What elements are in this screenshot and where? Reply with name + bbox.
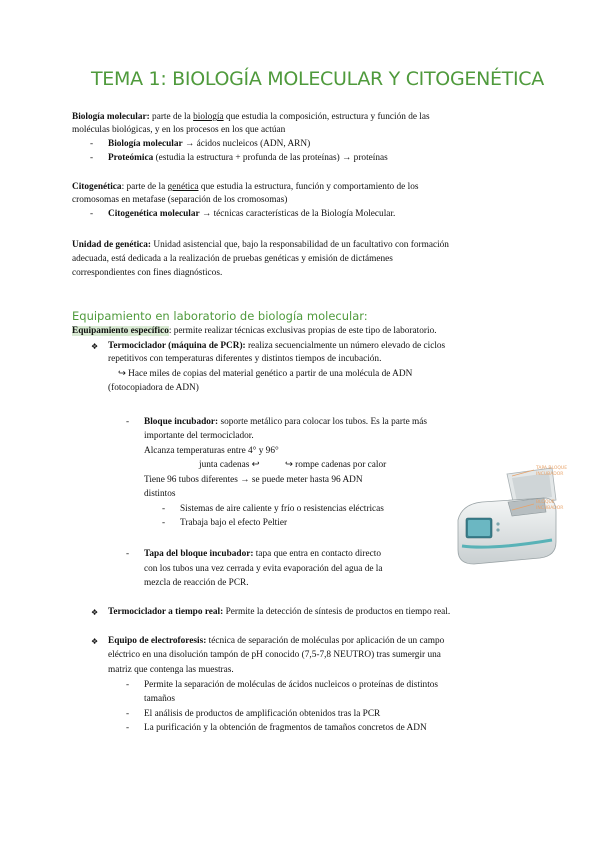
bloque-line3: Alcanza temperaturas entre 4° y 96°	[144, 446, 279, 456]
photo-label-tapa: TAPA BLOQUE INCUBADOR	[536, 466, 568, 477]
genetica-link: genética	[167, 182, 199, 192]
bloque-line2: importante del termociclador.	[144, 431, 254, 441]
tapa-item: - Tapa del bloque incubador: tapa que entra en contacto directo	[126, 549, 381, 559]
termociclador-arrow-line2: (fotocopiadora de ADN)	[108, 383, 199, 393]
bloque-line4a: junta cadenas ↩	[199, 460, 260, 470]
bloque-line5: Tiene 96 tubos diferentes → se puede meter hasta 96 ADN	[144, 475, 363, 485]
equip-term: Equipamiento específico	[72, 326, 169, 336]
bloque-line4b: ↪ rompe cadenas por calor	[285, 460, 387, 470]
cito-definition-line2: cromosomas en metafase (separación de los cromosomas)	[72, 195, 288, 205]
electroforesis-line3: matriz que contenga las muestras.	[108, 665, 234, 675]
biomol-definition-line2: moléculas biológicas, y en los procesos en los que actúan	[72, 125, 286, 135]
equip-definition: Equipamiento específico: permite realizar técnicas exclusivas propias de este tipo de laboratorio.	[72, 326, 437, 336]
diamond-bullet-icon: ❖	[91, 637, 99, 646]
biomol-definition: Biología molecular: parte de la biología que estudia la composición, estructura y función de las	[72, 112, 430, 122]
unidad-term: Unidad de genética:	[72, 240, 152, 250]
list-item: - El análisis de productos de amplificación obtenidos tras la PCR	[126, 709, 381, 719]
tapa-line2: con los tubos una vez cerrada y evita evaporación del agua de la	[144, 564, 383, 574]
page-title: TEMA 1: BIOLOGÍA MOLECULAR Y CITOGENÉTICA	[91, 68, 544, 90]
tiempo-real-item: ❖ Termociclador a tiempo real: Permite la detección de síntesis de productos en tiempo real.	[91, 607, 451, 617]
electroforesis-item: ❖ Equipo de electroforesis: técnica de separación de moléculas por aplicación de un campo	[91, 636, 445, 646]
bloque-line6: distintos	[144, 489, 176, 499]
list-item: - Permite la separación de moléculas de ácidos nucleicos o proteínas de distintos	[126, 680, 439, 690]
photo-label-bloque: BLOQUE INCUBADOR	[536, 500, 564, 511]
termociclador-item: ❖ Termociclador (máquina de PCR): realiza secuencialmente un número elevado de ciclos	[91, 341, 446, 351]
list-item: - Biología molecular → ácidos nucleicos (ADN, ARN)	[90, 139, 311, 149]
diamond-bullet-icon: ❖	[91, 342, 99, 351]
biologia-link: biología	[193, 112, 224, 122]
cito-definition: Citogenética: parte de la genética que estudia la estructura, función y comportamiento de los	[72, 182, 419, 192]
biomol-term: Biología molecular:	[72, 112, 150, 122]
termociclador-line2: repetitivos con temperaturas diferentes y distintos tiempos de incubación.	[108, 354, 382, 364]
cito-term: Citogenética	[72, 182, 122, 192]
list-item: - Sistemas de aire caliente y frío o resistencias eléctricas	[162, 504, 384, 514]
diamond-bullet-icon: ❖	[91, 608, 99, 617]
bloque-item: - Bloque incubador: soporte metálico para colocar los tubos. Es la parte más	[126, 417, 427, 427]
list-item: - La purificación y la obtención de fragmentos de tamaños concretos de ADN	[126, 723, 427, 733]
unidad-definition: Unidad de genética: Unidad asistencial que, bajo la responsabilidad de un facultativo con formación	[72, 240, 449, 250]
termociclador-arrow-line: ↪ Hace miles de copias del material genético a partir de una molécula de ADN	[118, 369, 413, 379]
unidad-line2: adecuada, está dedicada a la realización de pruebas genéticas y emisión de dictámenes	[72, 254, 393, 264]
list-item: - Proteómica (estudia la estructura + profunda de las proteínas) → proteínas	[90, 153, 388, 163]
unidad-line3: correspondientes con fines diagnósticos.	[72, 268, 223, 278]
list-item-continued: tamaños	[144, 694, 175, 704]
electroforesis-line2: eléctrico en una disolución tampón de pH conocido (7,5-7,8 NEUTRO) tras sumergir una	[108, 650, 441, 660]
list-item: - Trabaja bajo el efecto Peltier	[162, 518, 288, 528]
section-heading: Equipamiento en laboratorio de biología molecular:	[72, 309, 368, 323]
list-item: - Citogenética molecular → técnicas características de la Biología Molecular.	[90, 209, 396, 219]
tapa-line3: mezcla de reacción de PCR.	[144, 578, 249, 588]
